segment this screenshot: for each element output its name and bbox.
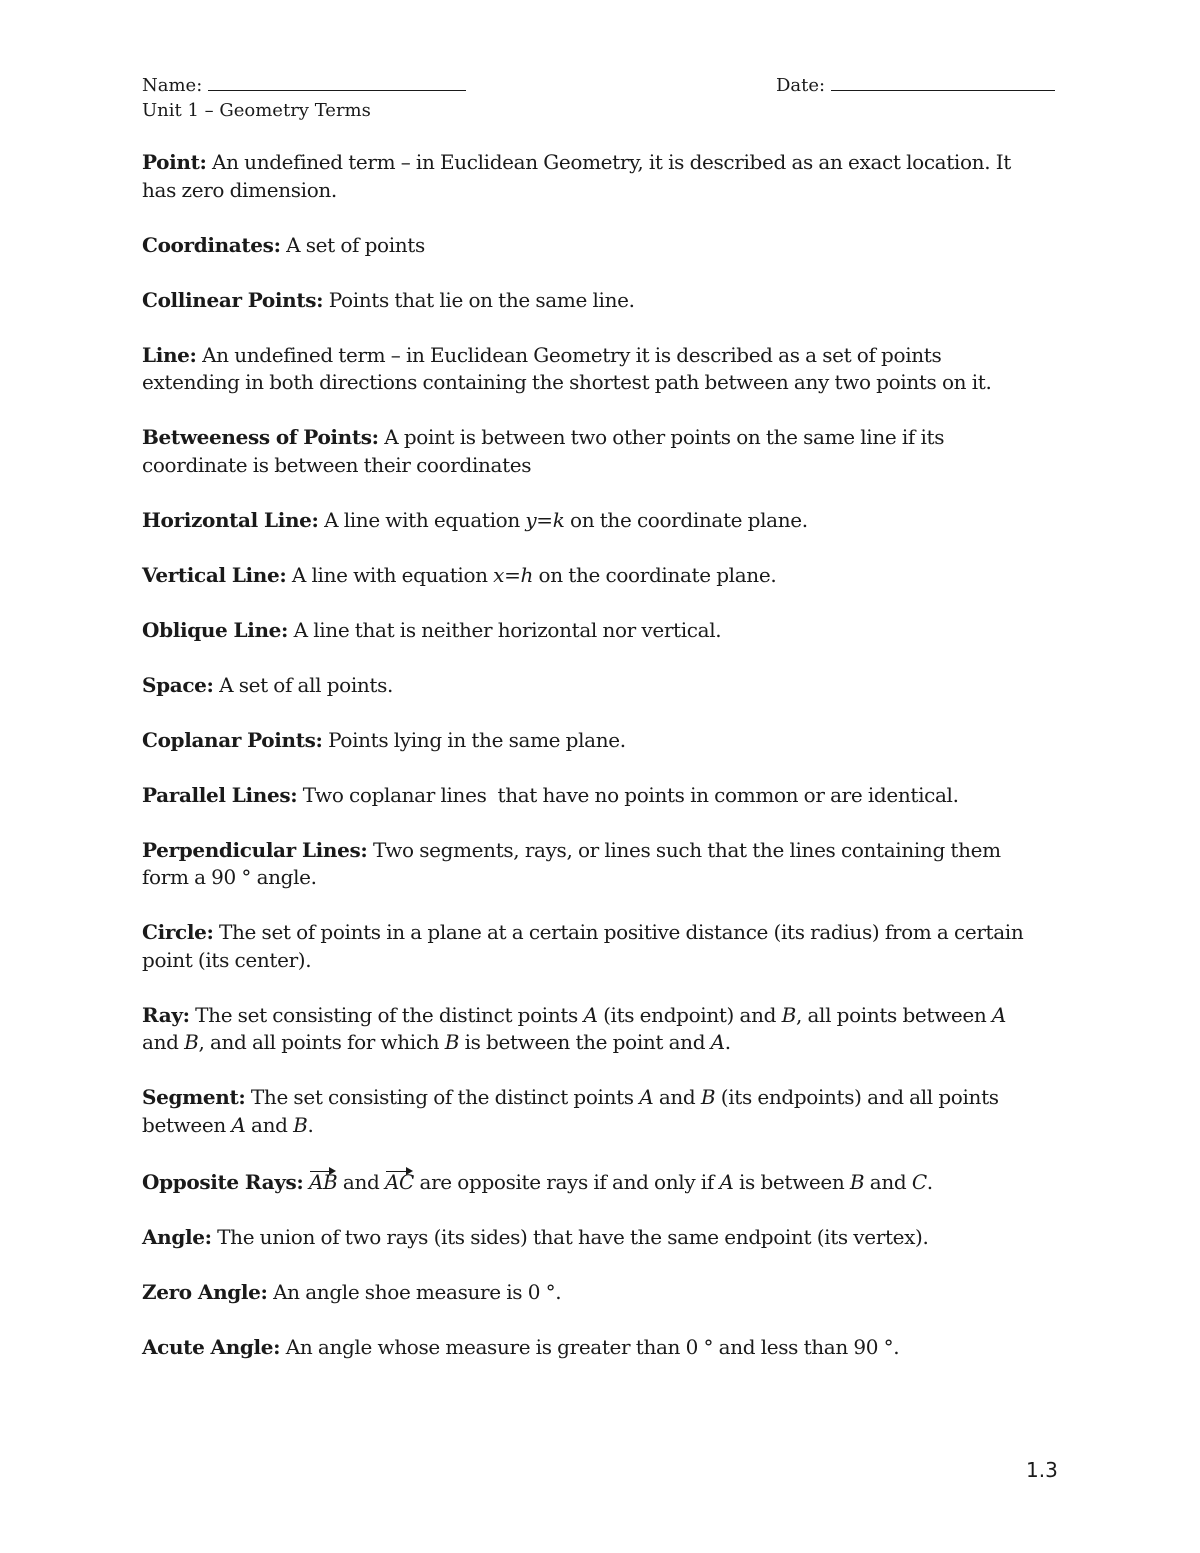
- term-name: Point:: [142, 150, 207, 174]
- ray-ac-notation: AC: [385, 1167, 414, 1197]
- term-name: Opposite Rays:: [142, 1169, 304, 1194]
- term-name: Oblique Line:: [142, 617, 289, 642]
- term-horizontal-line: Horizontal Line: A line with equation y=k on the coordinate plane.: [142, 507, 808, 532]
- term-circle: Circle: The set of points in a plane at a certain positive distance (its radius) from a certain point (its center).: [142, 920, 1024, 972]
- equation: x=h: [493, 562, 534, 587]
- term-name: Collinear Points:: [142, 287, 324, 312]
- term-name: Coordinates:: [142, 232, 281, 257]
- term-coplanar-points: Coplanar Points: Points lying in the same plane.: [142, 727, 626, 752]
- date-blank-line[interactable]: [831, 74, 1055, 91]
- term-line: Line: An undefined term – in Euclidean Geometry it is described as a set of points extending in both directions containing the shortest path between any two points on it.: [142, 342, 992, 394]
- term-point: Point: An undefined term – in Euclidean Geometry, it is described as an exact location. It has zero dimension.: [142, 150, 1011, 202]
- term-segment: Segment: The set consisting of the distinct points A and B (its endpoints) and all points between A and B.: [142, 1085, 999, 1137]
- terms-list: [142, 149, 1047, 1361]
- term-name: Line:: [142, 342, 197, 367]
- name-field-row: [142, 74, 466, 97]
- term-ray: Ray: The set consisting of the distinct points A (its endpoint) and B, all points between A and B, and all points for which B is between the point and A.: [142, 1002, 1006, 1054]
- term-name: Circle:: [142, 920, 214, 944]
- term-name: Coplanar Points:: [142, 727, 323, 752]
- term-name: Angle:: [142, 1224, 212, 1249]
- unit-title: Unit 1 – Geometry Terms: [142, 100, 371, 121]
- term-name: Horizontal Line:: [142, 507, 319, 532]
- term-name: Vertical Line:: [142, 562, 287, 587]
- term-betweeness: Betweeness of Points: A point is between two other points on the same line if its coordinate is between their coordinates: [142, 425, 945, 477]
- date-label: Date:: [776, 75, 826, 96]
- term-opposite-rays: Opposite Rays: AB and AC are opposite rays if and only if A is between B and C.: [142, 1167, 1047, 1197]
- equation: y=k: [525, 507, 565, 532]
- term-space: Space: A set of all points.: [142, 672, 394, 697]
- term-name: Acute Angle:: [142, 1334, 281, 1359]
- term-name: Betweeness of Points:: [142, 425, 379, 449]
- term-perpendicular-lines: Perpendicular Lines: Two segments, rays, or lines such that the lines containing them form a 90 ° angle.: [142, 837, 1001, 889]
- term-name: Space:: [142, 672, 214, 697]
- term-angle: Angle: The union of two rays (its sides) that have the same endpoint (its vertex).: [142, 1224, 929, 1249]
- date-field-row: [776, 74, 1055, 97]
- term-parallel-lines: Parallel Lines: Two coplanar lines that have no points in common or are identical.: [142, 782, 959, 807]
- term-name: Segment:: [142, 1085, 246, 1109]
- term-coordinates: Coordinates: A set of points: [142, 232, 425, 257]
- name-blank-line[interactable]: [208, 74, 466, 91]
- ray-ab-notation: AB: [309, 1167, 337, 1197]
- term-acute-angle: Acute Angle: An angle whose measure is greater than 0 ° and less than 90 °.: [142, 1334, 900, 1359]
- page-number: 1.3: [1026, 1458, 1058, 1482]
- term-vertical-line: Vertical Line: A line with equation x=h on the coordinate plane.: [142, 562, 777, 587]
- term-zero-angle: Zero Angle: An angle shoe measure is 0 °.: [142, 1279, 562, 1304]
- name-label: Name:: [142, 75, 203, 96]
- term-name: Perpendicular Lines:: [142, 837, 368, 862]
- term-oblique-line: Oblique Line: A line that is neither horizontal nor vertical.: [142, 617, 722, 642]
- term-name: Parallel Lines:: [142, 782, 298, 807]
- term-name: Ray:: [142, 1002, 190, 1027]
- term-collinear-points: Collinear Points: Points that lie on the same line.: [142, 287, 635, 312]
- term-name: Zero Angle:: [142, 1279, 268, 1304]
